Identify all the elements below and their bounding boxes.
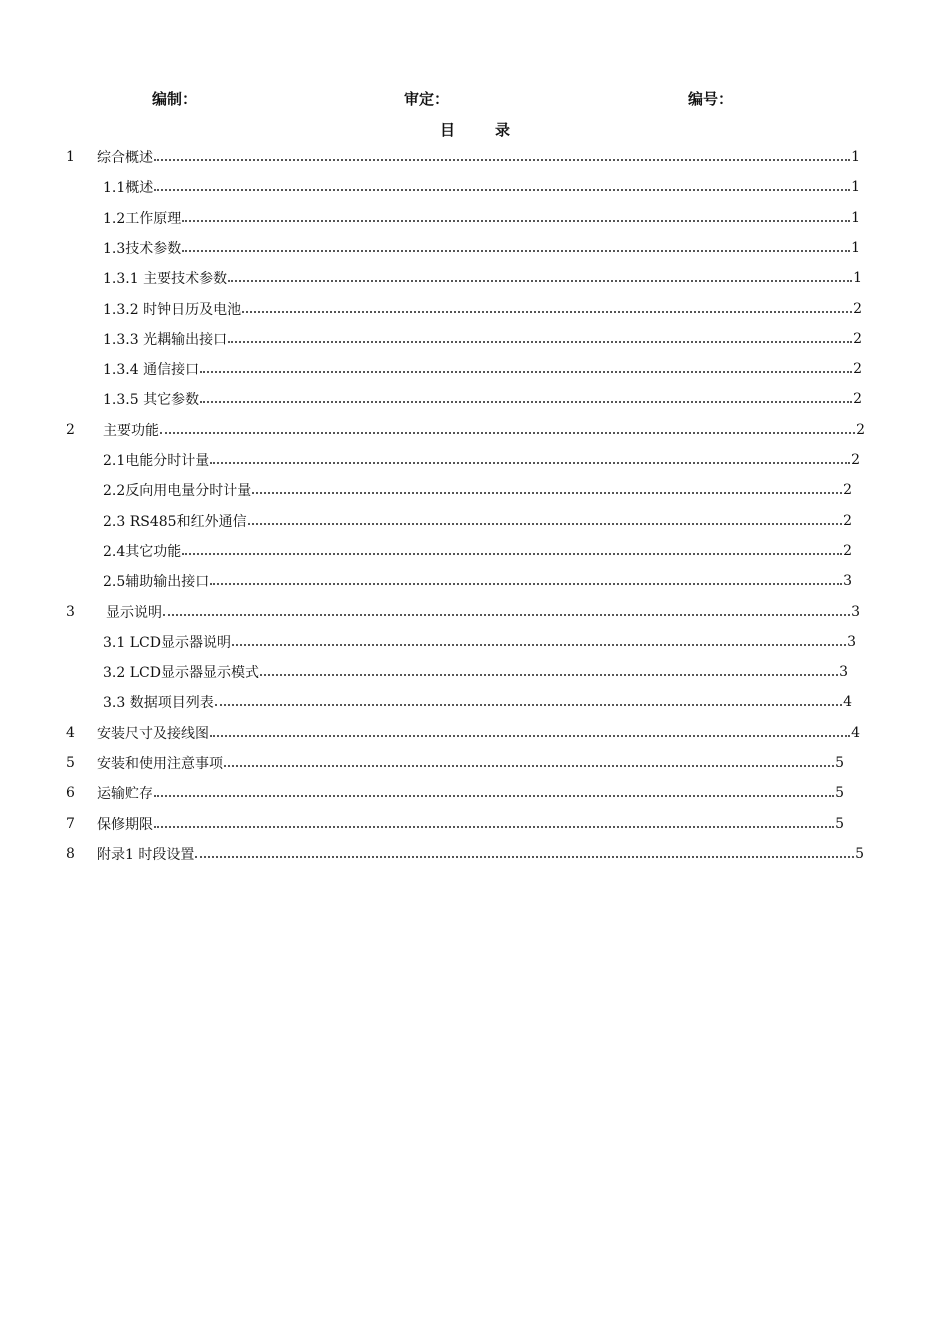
toc-entry-number: 3 bbox=[66, 603, 75, 620]
toc-entry[interactable] bbox=[103, 445, 860, 475]
toc-leader-dots bbox=[154, 826, 834, 828]
toc-entry-label: 附录1 时段设置 bbox=[97, 846, 195, 863]
toc-entry-number: 7 bbox=[66, 815, 75, 832]
toc-entry-page: 4 bbox=[843, 694, 852, 711]
toc-entry-label: 1.2工作原理 bbox=[103, 210, 182, 227]
toc-leader-dots bbox=[224, 765, 834, 767]
toc-entry-label: 3.3 数据项目列表 bbox=[103, 695, 214, 712]
toc-entry-page: 2 bbox=[843, 512, 852, 529]
toc-entry-label: 运输贮存 bbox=[97, 786, 153, 803]
toc-entry-page: 3 bbox=[851, 603, 860, 620]
toc-entry-label: 显示说明 bbox=[106, 604, 162, 621]
toc-entry[interactable] bbox=[66, 718, 860, 748]
toc-entry-page: 5 bbox=[835, 785, 844, 802]
toc-entry-label: 2.5辅助输出接口 bbox=[103, 574, 210, 591]
toc-entry[interactable] bbox=[103, 506, 852, 536]
toc-entry[interactable] bbox=[66, 748, 844, 778]
compiled-by-label: 编制： bbox=[152, 90, 198, 108]
toc-leader-dots bbox=[210, 583, 842, 585]
toc-entry-number: 5 bbox=[66, 755, 75, 771]
toc-entry[interactable] bbox=[103, 263, 862, 293]
toc-entry-page: 1 bbox=[851, 179, 860, 196]
toc-leader-dots bbox=[215, 704, 842, 706]
toc-entry[interactable] bbox=[103, 324, 862, 354]
toc-entry-label: 1.3.2 时钟日历及电池 bbox=[103, 301, 242, 318]
toc-leader-dots bbox=[260, 674, 838, 676]
toc-entry-page: 2 bbox=[856, 421, 865, 438]
toc-entry-number: 8 bbox=[66, 845, 75, 862]
toc-entry-label: 保修期限 bbox=[97, 816, 153, 833]
toc-leader-dots bbox=[160, 432, 855, 434]
toc-entry-page: 5 bbox=[835, 815, 844, 832]
toc-leader-dots bbox=[154, 189, 850, 191]
toc-entry[interactable] bbox=[103, 536, 852, 566]
toc-entry-page: 1 bbox=[853, 270, 862, 287]
toc-leader-dots bbox=[252, 492, 842, 494]
toc-leader-dots bbox=[195, 856, 854, 858]
toc-entry-page: 1 bbox=[851, 209, 860, 226]
toc-entry-label: 主要功能 bbox=[103, 422, 159, 439]
toc-entry-page: 5 bbox=[835, 755, 844, 771]
toc-entry[interactable] bbox=[103, 627, 856, 657]
toc-entry-label: 安装尺寸及接线图 bbox=[97, 725, 209, 742]
toc-leader-dots bbox=[228, 341, 852, 343]
toc-entry-label: 3.2 LCD显示器显示模式 bbox=[103, 665, 259, 682]
toc-entry-label: 1.3.1 主要技术参数 bbox=[103, 271, 228, 288]
toc-entry-page: 2 bbox=[851, 452, 860, 468]
toc-entry-page: 1 bbox=[851, 149, 860, 165]
toc-entry-page: 2 bbox=[843, 482, 852, 499]
toc-entry[interactable] bbox=[103, 566, 852, 596]
toc-entry-page: 1 bbox=[851, 239, 860, 256]
toc-entry-number: 2 bbox=[66, 421, 75, 438]
toc-entry[interactable] bbox=[66, 839, 864, 869]
toc-entry-label: 1.3.4 通信接口 bbox=[103, 362, 200, 379]
toc-leader-dots bbox=[200, 371, 852, 373]
toc-entry[interactable] bbox=[66, 142, 860, 172]
toc-entry-number: 1 bbox=[66, 149, 75, 165]
toc-title: 目录 bbox=[439, 121, 550, 139]
toc-leader-dots bbox=[210, 735, 850, 737]
toc-entry-label: 3.1 LCD显示器说明 bbox=[103, 634, 231, 651]
document-number-label: 编号： bbox=[688, 90, 734, 108]
toc-entry-page: 3 bbox=[839, 664, 848, 681]
toc-leader-dots bbox=[242, 311, 852, 313]
toc-leader-dots bbox=[182, 553, 842, 555]
approved-by-label: 审定： bbox=[404, 90, 450, 108]
toc-entry-page: 3 bbox=[847, 633, 856, 650]
toc-entry-label: 2.2反向用电量分时计量 bbox=[103, 483, 252, 500]
toc-entry-label: 1.3.5 其它参数 bbox=[103, 392, 200, 409]
toc-entry[interactable] bbox=[103, 203, 860, 233]
toc-entry-page: 2 bbox=[843, 542, 852, 559]
toc-entry[interactable] bbox=[103, 384, 862, 414]
toc-leader-dots bbox=[154, 795, 834, 797]
toc-entry[interactable] bbox=[66, 778, 844, 808]
toc-entry-label: 2.3 RS485和红外通信 bbox=[103, 513, 247, 530]
toc-entry-page: 4 bbox=[851, 724, 860, 741]
toc-entry[interactable] bbox=[103, 294, 862, 324]
toc-leader-dots bbox=[200, 401, 852, 403]
toc-leader-dots bbox=[232, 644, 846, 646]
toc-entry-number: 4 bbox=[66, 724, 75, 741]
toc-entry-label: 安装和使用注意事项 bbox=[97, 756, 223, 772]
toc-entry-number: 6 bbox=[66, 785, 75, 802]
toc-entry-label: 1.1概述 bbox=[103, 180, 154, 197]
toc-leader-dots bbox=[154, 159, 850, 161]
toc-leader-dots bbox=[182, 250, 850, 252]
toc-entry[interactable] bbox=[103, 687, 852, 717]
toc-entry-page: 2 bbox=[853, 330, 862, 347]
toc-entry[interactable] bbox=[103, 233, 860, 263]
toc-entry[interactable] bbox=[103, 657, 848, 687]
toc-entry-page: 5 bbox=[855, 845, 864, 862]
toc-entry[interactable] bbox=[103, 172, 860, 202]
toc-leader-dots bbox=[182, 220, 850, 222]
toc-entry[interactable] bbox=[66, 597, 860, 627]
toc-entry[interactable] bbox=[103, 475, 852, 505]
toc-leader-dots bbox=[228, 280, 852, 282]
toc-entry-label: 综合概述 bbox=[97, 150, 153, 166]
toc-leader-dots bbox=[210, 462, 850, 464]
toc-entry-page: 2 bbox=[853, 361, 862, 378]
toc-entry[interactable] bbox=[103, 354, 862, 384]
toc-entry-page: 2 bbox=[853, 391, 862, 408]
toc-entry-page: 2 bbox=[853, 300, 862, 317]
toc-entry[interactable] bbox=[66, 809, 844, 839]
toc-entry-label: 1.3.3 光耦输出接口 bbox=[103, 331, 228, 348]
toc-entry[interactable] bbox=[66, 415, 865, 445]
toc-entry-page: 3 bbox=[843, 573, 852, 590]
toc-entry-label: 1.3技术参数 bbox=[103, 240, 182, 257]
toc-entry-label: 2.4其它功能 bbox=[103, 543, 182, 560]
toc-leader-dots bbox=[248, 523, 843, 525]
toc-leader-dots bbox=[163, 614, 850, 616]
toc-entry-label: 2.1电能分时计量 bbox=[103, 453, 210, 469]
